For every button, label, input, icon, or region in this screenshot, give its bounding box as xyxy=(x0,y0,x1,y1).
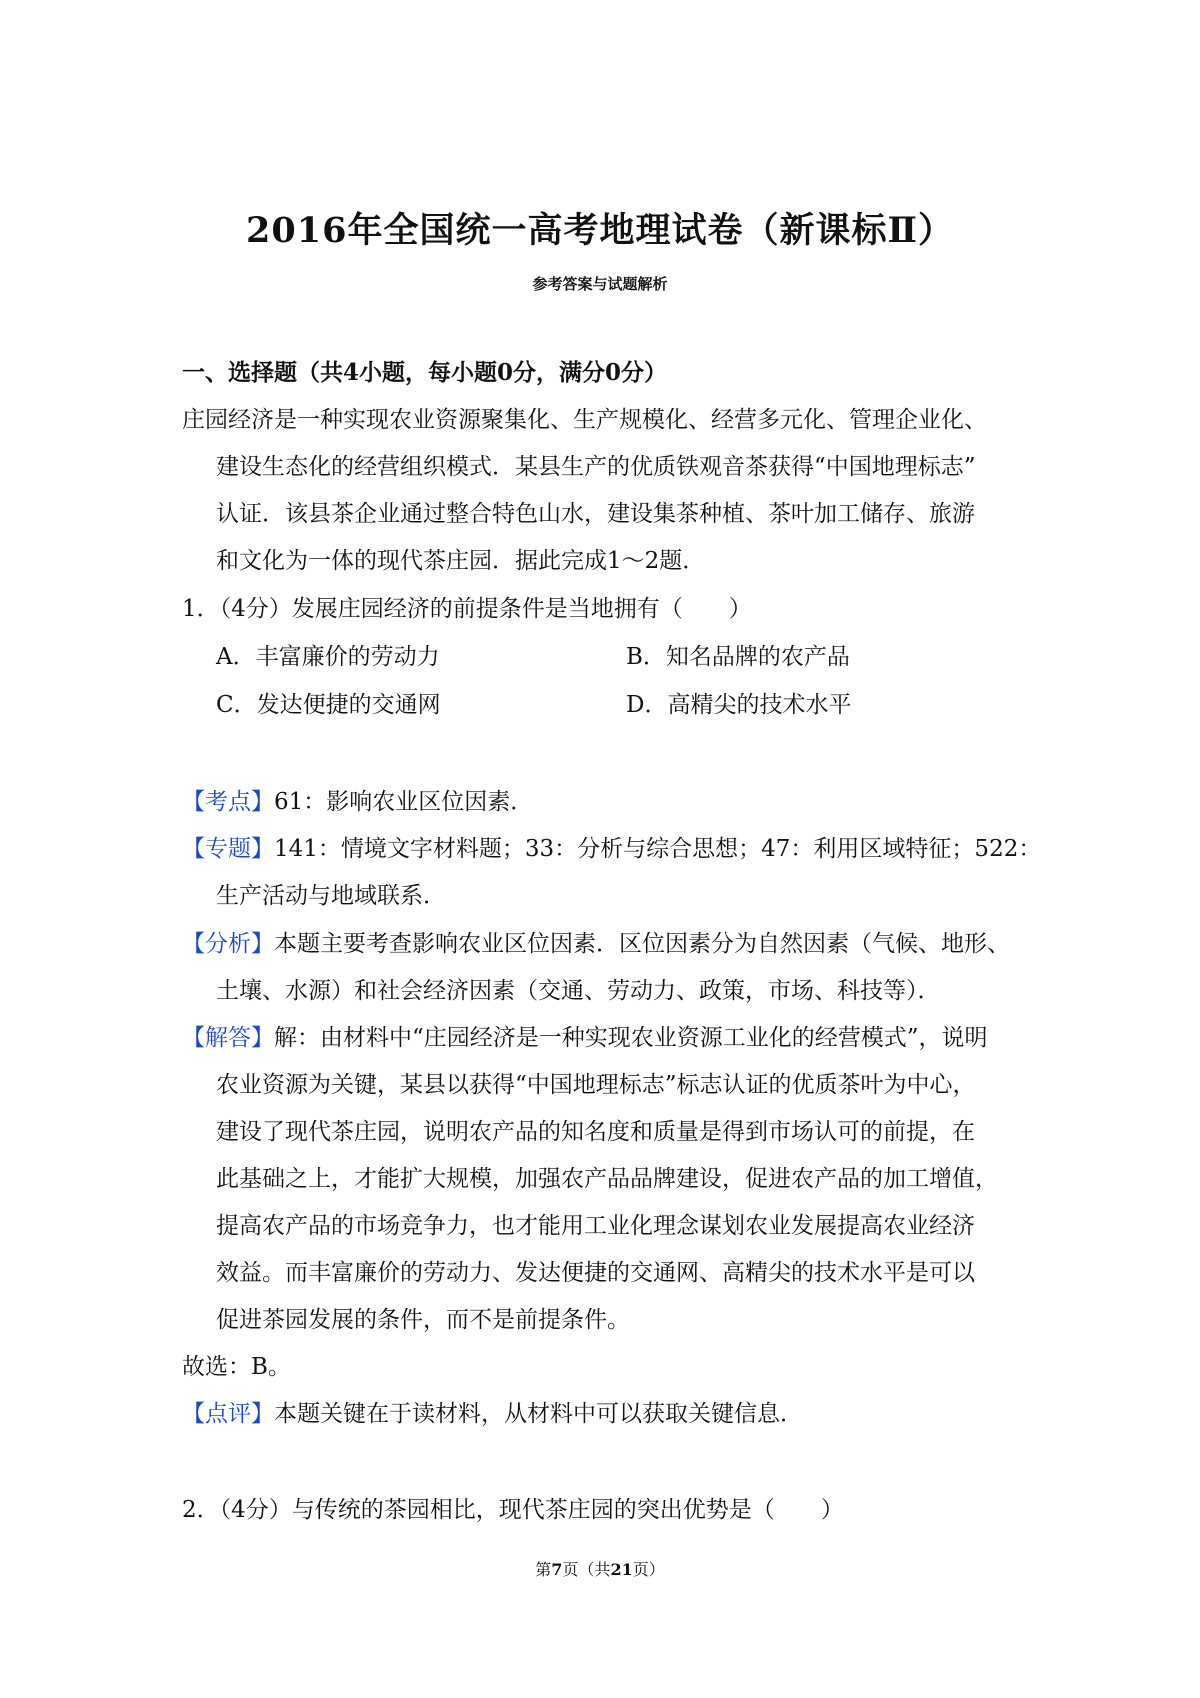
zhuanti-text: 141：情境文字材料题；33：分析与综合思想；47：利用区域特征；522： xyxy=(274,836,1042,862)
dianping-row xyxy=(182,1399,803,1429)
passage-line: 建设生态化的经营组织模式．某县生产的优质铁观音茶获得“中国地理标志” xyxy=(216,454,976,480)
jieda-tag: 【解答】 xyxy=(182,1025,274,1051)
passage-line: 庄园经济是一种实现农业资源聚集化、生产规模化、经营多元化、管理企业化、 xyxy=(182,407,987,433)
jieda-text-cont: 促进茶园发展的条件，而不是前提条件。 xyxy=(216,1307,630,1333)
fenxi-text: 本题主要考查影响农业区位因素．区位因素分为自然因素（气候、地形、 xyxy=(274,931,1010,957)
passage-line: 认证．该县茶企业通过整合特色山水，建设集茶种植、茶叶加工储存、旅游 xyxy=(216,501,975,527)
question-2-stem: 2．（4分）与传统的茶园相比，现代茶庄园的突出优势是（ ） xyxy=(182,1497,844,1523)
jieda-text-cont: 提高农产品的市场竞争力，也才能用工业化理念谋划农业发展提高农业经济 xyxy=(216,1213,975,1239)
zhuanti-text-cont: 生产活动与地域联系． xyxy=(216,883,446,909)
zhuanti-row xyxy=(182,834,1041,864)
jieda-text: 解：由材料中“庄园经济是一种实现农业资源工业化的经营模式”，说明 xyxy=(274,1025,988,1051)
jieda-text-cont: 农业资源为关键，某县以获得“中国地理标志”标志认证的优质茶叶为中心， xyxy=(216,1072,976,1098)
option-a: A．丰富廉价的劳动力 xyxy=(216,644,440,670)
footer-suffix: 页） xyxy=(632,1560,665,1579)
footer-page-number: 7 xyxy=(551,1560,563,1579)
option-c: C．发达便捷的交通网 xyxy=(216,692,441,718)
kaodian-text: 61：影响农业区位因素． xyxy=(274,789,534,815)
dianping-text: 本题关键在于读材料，从材料中可以获取关键信息． xyxy=(274,1401,803,1427)
passage-line: 和文化为一体的现代茶庄园．据此完成1～2题． xyxy=(216,548,706,574)
question-1-stem: 1．（4分）发展庄园经济的前提条件是当地拥有（ ） xyxy=(182,596,752,622)
fenxi-row xyxy=(182,929,1010,959)
kaodian-row xyxy=(182,787,533,817)
jieda-text-cont: 此基础之上，才能扩大规模，加强农产品品牌建设，促进农产品的加工增值， xyxy=(216,1166,998,1192)
footer-middle: 页（共 xyxy=(562,1560,611,1579)
footer-total-pages: 21 xyxy=(610,1560,633,1579)
dianping-tag: 【点评】 xyxy=(182,1401,274,1427)
jieda-row xyxy=(182,1023,988,1053)
kaodian-tag: 【考点】 xyxy=(182,789,274,815)
zhuanti-tag: 【专题】 xyxy=(182,836,274,862)
answer-line: 故选：B。 xyxy=(182,1354,291,1380)
fenxi-tag: 【分析】 xyxy=(182,931,274,957)
section-heading: 一、选择题（共4小题，每小题0分，满分0分） xyxy=(182,359,668,386)
footer-prefix: 第 xyxy=(535,1560,552,1579)
page-subtitle: 参考答案与试题解析 xyxy=(532,275,668,293)
option-b: B．知名品牌的农产品 xyxy=(626,644,850,670)
option-d: D．高精尖的技术水平 xyxy=(626,692,852,718)
page-footer xyxy=(0,1557,1200,1580)
jieda-text-cont: 效益。而丰富廉价的劳动力、发达便捷的交通网、高精尖的技术水平是可以 xyxy=(216,1260,975,1286)
fenxi-text-cont: 土壤、水源）和社会经济因素（交通、劳动力、政策，市场、科技等）． xyxy=(216,978,941,1004)
page-title: 2016年全国统一高考地理试卷（新课标Ⅱ） xyxy=(246,210,954,251)
jieda-text-cont: 建设了现代茶庄园，说明农产品的知名度和质量是得到市场认可的前提，在 xyxy=(216,1119,975,1145)
